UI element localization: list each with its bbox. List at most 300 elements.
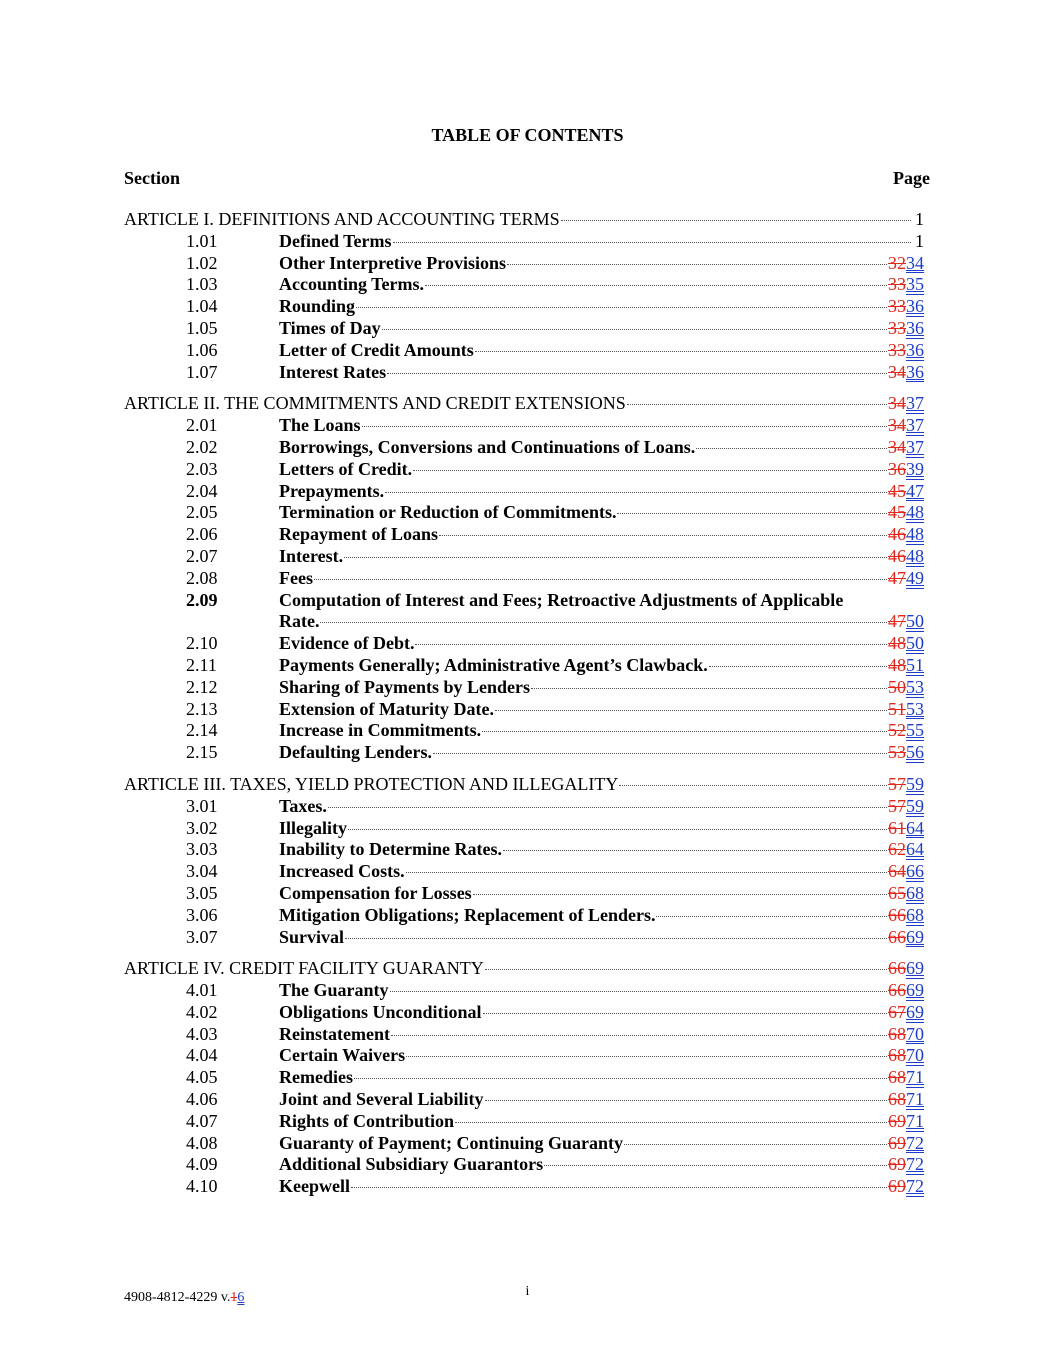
page-deleted: 46 [888, 545, 906, 566]
section-number: 1.07 [186, 361, 218, 382]
page-inserted: 35 [906, 274, 924, 295]
toc-section-row [124, 231, 930, 253]
toc-section-row [124, 980, 930, 1002]
toc-article-row [124, 958, 930, 980]
toc-section-row [124, 253, 930, 275]
page-deleted: 34 [888, 361, 906, 382]
section-title: The Loans [279, 415, 361, 436]
page-inserted: 69 [906, 1001, 924, 1022]
section-number: 1.04 [186, 296, 218, 317]
toc-section-row [124, 927, 930, 949]
page-inserted: 71 [906, 1089, 924, 1110]
page-inserted: 48 [906, 502, 924, 523]
page-inserted: 36 [906, 317, 924, 338]
section-title: Interest Rates [279, 361, 387, 382]
toc-section-row [124, 415, 930, 437]
dot-leader [387, 373, 887, 374]
section-number: 1.05 [186, 317, 218, 338]
page-inserted: 50 [906, 633, 924, 654]
page-column-header: Page [893, 168, 930, 188]
dot-leader [503, 850, 887, 851]
page-ref [912, 209, 930, 231]
page-ref [888, 818, 930, 840]
article-title: ARTICLE III. TAXES, YIELD PROTECTION AND ILLEGALITY [124, 773, 619, 794]
page-ref [888, 633, 930, 655]
page-number: i [525, 1284, 530, 1299]
dot-leader [485, 969, 887, 970]
page-deleted: 52 [888, 720, 906, 741]
page-deleted: 69 [888, 1154, 906, 1175]
table-of-contents [124, 209, 930, 1198]
toc-section-row [124, 1089, 930, 1111]
section-title: Borrowings, Conversions and Continuations of Loans. [279, 436, 696, 457]
section-title: Fees [279, 567, 313, 588]
page-deleted: 33 [888, 317, 906, 338]
page-ref [888, 980, 930, 1002]
page-deleted: 67 [888, 1001, 906, 1022]
dot-leader [344, 557, 887, 558]
page-inserted: 64 [906, 839, 924, 860]
page-deleted: 69 [888, 1132, 906, 1153]
page-deleted: 50 [888, 676, 906, 697]
page-ref [888, 839, 930, 861]
page-inserted: 37 [906, 393, 924, 414]
dot-leader [709, 666, 887, 667]
section-number: 2.05 [186, 502, 218, 523]
dot-leader [531, 688, 887, 689]
page-ref [888, 1089, 930, 1111]
section-number: 4.03 [186, 1023, 218, 1044]
page-ref [888, 742, 930, 764]
page-ref [888, 905, 930, 927]
section-title-continued: Rate. [279, 611, 320, 632]
dot-leader [656, 916, 887, 917]
page-inserted: 69 [906, 926, 924, 947]
section-number: 4.07 [186, 1110, 218, 1131]
toc-section-row [124, 720, 930, 742]
section-title: Accounting Terms. [279, 274, 425, 295]
dot-leader [314, 579, 887, 580]
page-inserted: 48 [906, 524, 924, 545]
section-number: 3.02 [186, 817, 218, 838]
dot-leader [320, 622, 887, 623]
toc-section-row [124, 1111, 930, 1133]
section-number: 2.10 [186, 633, 218, 654]
section-number: 3.06 [186, 904, 218, 925]
section-title: Extension of Maturity Date. [279, 698, 494, 719]
page-deleted: 64 [888, 861, 906, 882]
section-title: Increase in Commitments. [279, 720, 482, 741]
toc-section-row [124, 437, 930, 459]
page-inserted: 66 [906, 861, 924, 882]
page-ref [888, 1002, 930, 1024]
section-title: Taxes. [279, 795, 327, 816]
page-inserted: 36 [906, 339, 924, 360]
section-title: Computation of Interest and Fees; Retroactive Adjustments of Applicable [279, 589, 844, 610]
page-deleted: 34 [888, 415, 906, 436]
toc-section-row [124, 1002, 930, 1024]
page-deleted: 62 [888, 839, 906, 860]
page-deleted: 46 [888, 524, 906, 545]
section-title: Sharing of Payments by Lenders [279, 676, 531, 697]
page-deleted: 51 [888, 698, 906, 719]
section-title: Interest. [279, 545, 344, 566]
section-number: 3.05 [186, 882, 218, 903]
section-title: Additional Subsidiary Guarantors [279, 1154, 544, 1175]
page-deleted: 66 [888, 904, 906, 925]
section-title: Joint and Several Liability [279, 1089, 484, 1110]
section-number: 2.11 [186, 654, 217, 675]
page-ref [888, 568, 930, 590]
dot-leader [406, 1056, 887, 1057]
dot-leader [473, 894, 887, 895]
section-title: Evidence of Debt. [279, 633, 415, 654]
dot-leader [345, 938, 887, 939]
section-title: Payments Generally; Administrative Agent’s Clawback. [279, 654, 708, 675]
dot-leader [328, 807, 887, 808]
toc-section-row [124, 1024, 930, 1046]
page-inserted: 37 [906, 415, 924, 436]
toc-section-row [124, 340, 930, 362]
toc-section-row [124, 883, 930, 905]
page-inserted: 72 [906, 1154, 924, 1175]
section-title: Increased Costs. [279, 861, 405, 882]
toc-section-row [124, 481, 930, 503]
section-title: Letter of Credit Amounts [279, 339, 474, 360]
toc-section-row [124, 655, 930, 677]
page-ref [888, 927, 930, 949]
section-number: 1.01 [186, 230, 218, 251]
page-ref [888, 796, 930, 818]
section-number: 4.06 [186, 1089, 218, 1110]
page-deleted: 48 [888, 633, 906, 654]
section-number: 2.03 [186, 458, 218, 479]
section-number: 2.12 [186, 676, 218, 697]
toc-section-row [124, 1133, 930, 1155]
section-number: 3.04 [186, 861, 218, 882]
page-deleted: 34 [888, 393, 906, 414]
page-ref [888, 502, 930, 524]
page-ref [888, 1024, 930, 1046]
section-column-header: Section [124, 168, 180, 188]
toc-section-row [124, 839, 930, 861]
page-ref [888, 883, 930, 905]
page-deleted: 68 [888, 1067, 906, 1088]
page-ref [888, 958, 930, 980]
dot-leader [495, 710, 887, 711]
section-title: Certain Waivers [279, 1045, 406, 1066]
page-deleted: 48 [888, 654, 906, 675]
page-deleted: 66 [888, 980, 906, 1001]
dot-leader [393, 242, 912, 243]
page-deleted: 33 [888, 296, 906, 317]
page-ref [888, 1045, 930, 1067]
section-title: Inability to Determine Rates. [279, 839, 502, 860]
article-title: ARTICLE I. DEFINITIONS AND ACCOUNTING TERMS [124, 209, 560, 229]
page-inserted: 37 [906, 436, 924, 457]
section-line-2 [124, 611, 930, 633]
page-ref [888, 611, 930, 633]
section-title: Letters of Credit. [279, 458, 413, 479]
page-deleted: 45 [888, 480, 906, 501]
page-inserted: 36 [906, 361, 924, 382]
toc-section-row [124, 590, 930, 634]
section-title: Times of Day [279, 317, 381, 338]
page-ref [888, 437, 930, 459]
section-number: 4.05 [186, 1067, 218, 1088]
section-number: 2.06 [186, 524, 218, 545]
section-title: Defined Terms [279, 230, 392, 251]
dot-leader [544, 1165, 887, 1166]
section-number: 1.03 [186, 274, 218, 295]
dot-leader [390, 991, 887, 992]
toc-section-row [124, 1045, 930, 1067]
page-deleted: 47 [888, 611, 906, 632]
section-number: 2.15 [186, 742, 218, 763]
version-inserted: 6 [237, 1290, 245, 1305]
page-deleted: 32 [888, 252, 906, 273]
section-title: Obligations Unconditional [279, 1001, 482, 1022]
dot-leader [485, 1100, 887, 1101]
toc-section-row [124, 296, 930, 318]
dot-leader [561, 220, 911, 221]
section-number: 2.01 [186, 415, 218, 436]
page-ref [888, 546, 930, 568]
page-inserted: 64 [906, 817, 924, 838]
dot-leader [617, 513, 887, 514]
section-number: 2.08 [186, 567, 218, 588]
toc-section-row [124, 274, 930, 296]
section-title: Remedies [279, 1067, 353, 1088]
page-ref [888, 1133, 930, 1155]
page-inserted: 39 [906, 458, 924, 479]
dot-leader [382, 329, 887, 330]
page-deleted: 33 [888, 274, 906, 295]
page-inserted: 59 [906, 795, 924, 816]
section-title: Other Interpretive Provisions [279, 252, 506, 273]
toc-section-row [124, 1067, 930, 1089]
dot-leader [351, 1187, 887, 1188]
article-title: ARTICLE II. THE COMMITMENTS AND CREDIT EXTENSIONS [124, 393, 626, 414]
section-number: 2.14 [186, 720, 218, 741]
section-line-1 [124, 590, 930, 612]
dot-leader [356, 307, 887, 308]
page-deleted: 69 [888, 1110, 906, 1131]
page-ref [912, 231, 930, 253]
page-deleted: 53 [888, 742, 906, 763]
page-inserted: 53 [906, 676, 924, 697]
section-title: Mitigation Obligations; Replacement of Lenders. [279, 904, 656, 925]
page-ref [888, 393, 930, 415]
section-title: Defaulting Lenders. [279, 742, 432, 763]
dot-leader [483, 1013, 887, 1014]
dot-leader [624, 1144, 887, 1145]
page-deleted: 33 [888, 339, 906, 360]
section-title: Reinstatement [279, 1023, 390, 1044]
page-inserted: 34 [906, 252, 924, 273]
toc-section-row [124, 1154, 930, 1176]
page-ref [888, 699, 930, 721]
toc-article-row [124, 209, 930, 231]
dot-leader [354, 1078, 887, 1079]
section-number: 4.10 [186, 1176, 218, 1197]
page-inserted: 47 [906, 480, 924, 501]
dot-leader [362, 426, 887, 427]
page-deleted: 68 [888, 1089, 906, 1110]
toc-section-row [124, 742, 930, 764]
page-deleted: 47 [888, 567, 906, 588]
section-title: Keepwell [279, 1176, 350, 1197]
dot-leader [475, 351, 887, 352]
page-deleted: 34 [888, 436, 906, 457]
page-ref [888, 318, 930, 340]
page-ref [888, 274, 930, 296]
dot-leader [696, 448, 887, 449]
toc-article-row [124, 393, 930, 415]
page-deleted: 61 [888, 817, 906, 838]
toc-article-row [124, 774, 930, 796]
doc-id-text: 4908-4812-4229 v. [124, 1290, 231, 1305]
page-inserted: 59 [906, 773, 924, 794]
section-number: 4.04 [186, 1045, 218, 1066]
section-number: 1.02 [186, 252, 218, 273]
page-ref [888, 296, 930, 318]
page-deleted: 36 [888, 458, 906, 479]
section-title: Guaranty of Payment; Continuing Guaranty [279, 1132, 624, 1153]
page-ref [888, 861, 930, 883]
section-title: Termination or Reduction of Commitments. [279, 502, 617, 523]
page-ref [888, 362, 930, 384]
page-inserted: 72 [906, 1132, 924, 1153]
page-ref [888, 1067, 930, 1089]
toc-section-row [124, 459, 930, 481]
section-title: Illegality [279, 817, 347, 838]
dot-leader [439, 535, 887, 536]
toc-section-row [124, 362, 930, 384]
section-title: Rights of Contribution [279, 1110, 455, 1131]
page-inserted: 68 [906, 882, 924, 903]
dot-leader [455, 1122, 887, 1123]
toc-section-row [124, 861, 930, 883]
page-plain: 1 [915, 230, 924, 251]
dot-leader [425, 285, 887, 286]
section-number: 3.07 [186, 926, 218, 947]
page-inserted: 36 [906, 296, 924, 317]
toc-section-row [124, 524, 930, 546]
toc-section-row [124, 546, 930, 568]
section-number: 4.02 [186, 1001, 218, 1022]
page-ref [888, 459, 930, 481]
page-inserted: 55 [906, 720, 924, 741]
page-plain: 1 [915, 209, 924, 229]
page-deleted: 45 [888, 502, 906, 523]
section-title: Rounding [279, 296, 356, 317]
section-number: 2.09 [186, 589, 218, 610]
section-number: 4.09 [186, 1154, 218, 1175]
page-inserted: 71 [906, 1110, 924, 1131]
dot-leader [627, 404, 887, 405]
page-ref [888, 524, 930, 546]
toc-section-row [124, 568, 930, 590]
page-ref [888, 340, 930, 362]
toc-section-row [124, 699, 930, 721]
dot-leader [482, 731, 887, 732]
section-number: 2.07 [186, 545, 218, 566]
toc-section-row [124, 796, 930, 818]
page-inserted: 56 [906, 742, 924, 763]
page-deleted: 65 [888, 882, 906, 903]
dot-leader [385, 492, 887, 493]
toc-section-row [124, 905, 930, 927]
section-title: Prepayments. [279, 480, 385, 501]
section-title: Repayment of Loans [279, 524, 439, 545]
page-inserted: 71 [906, 1067, 924, 1088]
section-number: 1.06 [186, 339, 218, 360]
page-inserted: 49 [906, 567, 924, 588]
page-inserted: 48 [906, 545, 924, 566]
section-title: Survival [279, 926, 345, 947]
dot-leader [433, 753, 887, 754]
page-inserted: 69 [906, 980, 924, 1001]
page-deleted: 57 [888, 773, 906, 794]
article-title: ARTICLE IV. CREDIT FACILITY GUARANTY [124, 958, 484, 979]
section-number: 4.01 [186, 980, 218, 1001]
dot-leader [507, 264, 887, 265]
page-inserted: 72 [906, 1176, 924, 1197]
page-ref [888, 774, 930, 796]
page-inserted: 70 [906, 1023, 924, 1044]
page-deleted: 66 [888, 958, 906, 979]
page-inserted: 69 [906, 958, 924, 979]
page-ref [888, 1176, 930, 1198]
section-title: The Guaranty [279, 980, 389, 1001]
dot-leader [413, 470, 887, 471]
page-ref [888, 481, 930, 503]
page-ref [888, 720, 930, 742]
section-title: Compensation for Losses [279, 882, 472, 903]
section-number: 3.03 [186, 839, 218, 860]
page-inserted: 53 [906, 698, 924, 719]
toc-section-row [124, 1176, 930, 1198]
page-ref [888, 253, 930, 275]
page-ref [888, 1111, 930, 1133]
section-number: 3.01 [186, 795, 218, 816]
page-deleted: 69 [888, 1176, 906, 1197]
page-deleted: 68 [888, 1023, 906, 1044]
page-ref [888, 1154, 930, 1176]
page-inserted: 50 [906, 611, 924, 632]
page-title: TABLE OF CONTENTS [431, 125, 624, 145]
toc-section-row [124, 318, 930, 340]
page-deleted: 66 [888, 926, 906, 947]
toc-section-row [124, 633, 930, 655]
page-inserted: 70 [906, 1045, 924, 1066]
dot-leader [391, 1035, 887, 1036]
page-ref [888, 677, 930, 699]
page-inserted: 51 [906, 654, 924, 675]
section-number: 2.02 [186, 436, 218, 457]
section-number: 2.13 [186, 698, 218, 719]
section-number: 4.08 [186, 1132, 218, 1153]
page-deleted: 68 [888, 1045, 906, 1066]
dot-leader [406, 872, 887, 873]
section-number: 2.04 [186, 480, 218, 501]
version-deleted: 1 [230, 1290, 238, 1305]
page-inserted: 68 [906, 904, 924, 925]
page-ref [888, 415, 930, 437]
dot-leader [415, 644, 887, 645]
page-deleted: 57 [888, 795, 906, 816]
